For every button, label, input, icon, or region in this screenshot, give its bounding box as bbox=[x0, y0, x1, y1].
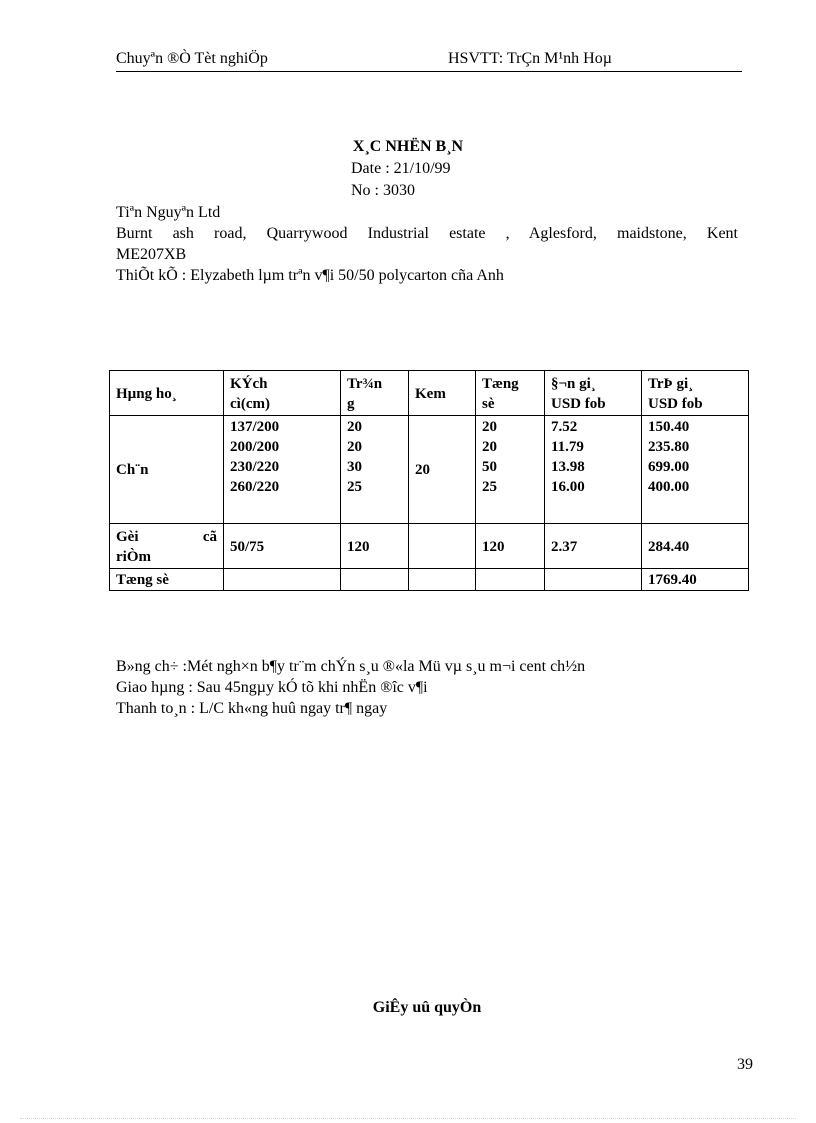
bottom-divider bbox=[20, 1118, 796, 1119]
table-header-row bbox=[110, 371, 749, 416]
authorization-title: GiÊy uû quyÒn bbox=[372, 999, 482, 1016]
cell-kem: 20 bbox=[409, 416, 476, 524]
recipient-address-line2: ME207XB bbox=[116, 246, 187, 263]
cell-total-qty: 20 20 50 25 bbox=[476, 416, 545, 524]
total-value: 1769.40 bbox=[642, 569, 749, 591]
header-right: HSVTT: TrÇn M¹nh Hoµ bbox=[448, 50, 612, 67]
header-rule bbox=[116, 71, 742, 72]
total-label: Tæng sè bbox=[110, 569, 224, 591]
cell-tran: 20 20 30 25 bbox=[341, 416, 409, 524]
cell-kem bbox=[409, 524, 476, 569]
header-left: Chuyªn ®Ò Tèt nghiÖp bbox=[116, 50, 268, 67]
header-total-qty: Tæng sè bbox=[476, 371, 545, 416]
doc-date: Date : 21/10/99 bbox=[351, 160, 451, 177]
header-kem: Kem bbox=[409, 371, 476, 416]
note-amount-in-words: B»ng ch÷ :Mét ngh×n b¶y tr¨m chÝn s¸u ®«la Mü vµ s¸u m¬i cent ch½n bbox=[116, 658, 586, 675]
quote-table bbox=[109, 370, 749, 591]
header-unit-price: §¬n gi¸ USD fob bbox=[545, 371, 642, 416]
cell-value: 284.40 bbox=[642, 524, 749, 569]
doc-number: No : 3030 bbox=[351, 182, 415, 199]
cell-total-qty: 120 bbox=[476, 524, 545, 569]
header-value: TrÞ gi¸ USD fob bbox=[642, 371, 749, 416]
table-total-row bbox=[110, 569, 749, 591]
recipient-name: Tiªn Nguyªn Ltd bbox=[116, 204, 221, 221]
cell-item: Gèi cã riÒm bbox=[110, 524, 224, 569]
cell-tran: 120 bbox=[341, 524, 409, 569]
note-delivery: Giao hµng : Sau 45ngµy kÓ tõ khi nhËn ®îc v¶i bbox=[116, 679, 428, 696]
header-item: Hµng ho¸ bbox=[110, 371, 224, 416]
cell-sizes: 137/200 200/200 230/220 260/220 bbox=[224, 416, 341, 524]
recipient-address-line1: Burnt ash road, Quarrywood Industrial estate , Aglesford, maidstone, Kent bbox=[116, 225, 738, 242]
note-payment: Thanh to¸n : L/C kh«ng huû ngay tr¶ ngay bbox=[116, 700, 388, 717]
header-size: KÝch cì(cm) bbox=[224, 371, 341, 416]
header-tran: Tr¾n g bbox=[341, 371, 409, 416]
cell-size: 50/75 bbox=[224, 524, 341, 569]
cell-item: Ch¨n bbox=[110, 416, 224, 524]
table-row-goi bbox=[110, 524, 749, 569]
cell-unit-price: 2.37 bbox=[545, 524, 642, 569]
page-number: 39 bbox=[737, 1056, 753, 1073]
cell-value: 150.40 235.80 699.00 400.00 bbox=[642, 416, 749, 524]
table-row-chan bbox=[110, 416, 749, 524]
doc-title: X¸C NHËN B¸N bbox=[352, 138, 464, 155]
cell-unit-price: 7.52 11.79 13.98 16.00 bbox=[545, 416, 642, 524]
design-description: ThiÕt kÕ : Elyzabeth lµm trªn v¶i 50/50 polycarton cña Anh bbox=[116, 267, 504, 284]
